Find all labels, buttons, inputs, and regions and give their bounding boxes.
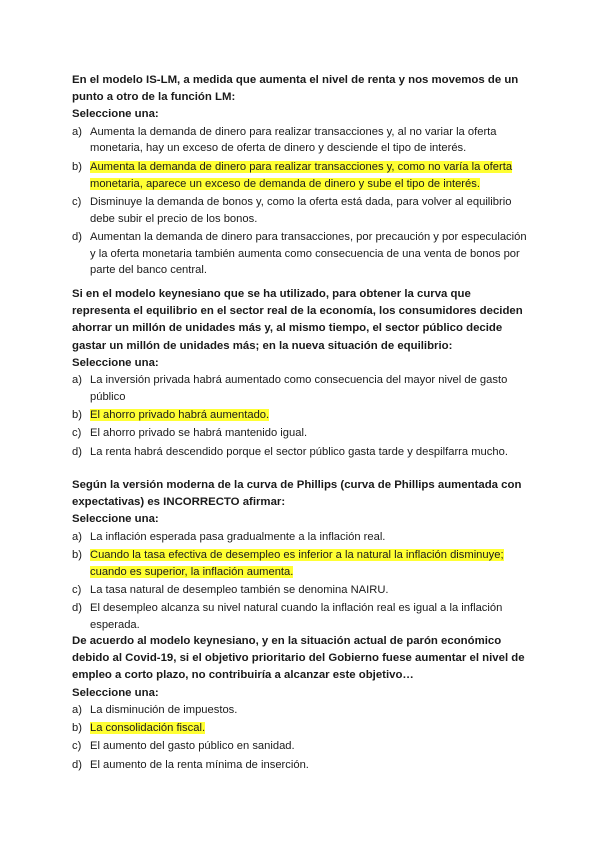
option-list [72,702,532,774]
option-c[interactable] [72,738,532,755]
option-a[interactable] [72,124,532,158]
question-text: En el modelo IS-LM, a medida que aumenta el nivel de renta y nos movemos de un punto a otro de la función LM: [72,74,519,104]
option-c[interactable] [72,194,532,228]
option-a[interactable] [72,702,532,719]
question-prompt: Seleccione una: [72,513,159,526]
option-text-highlighted: La consolidación fiscal. [90,722,206,735]
option-letter: a) [72,530,82,543]
option-letter: c) [72,740,82,753]
option-list [72,529,532,634]
option-a[interactable] [72,372,532,406]
option-text: La renta habrá descendido porque el sector público gasta tarde y despilfarra mucho. [90,445,508,458]
option-b[interactable] [72,547,532,581]
option-text-highlighted: Cuando la tasa efectiva de desempleo es inferior a la natural la inflación disminuye; cuando es superior, la inflación aumenta. [90,548,504,578]
option-letter: b) [72,548,82,561]
option-d[interactable] [72,600,532,634]
option-letter: d) [72,758,82,771]
option-letter: b) [72,722,82,735]
option-d[interactable] [72,444,532,461]
option-text: La tasa natural de desempleo también se denomina NAIRU. [90,584,389,596]
option-list [72,372,532,460]
option-text: Aumenta la demanda de dinero para realizar transacciones y, al no variar la oferta monetaria, hay un exceso de oferta de dinero y desciende el tipo de interés. [90,125,497,155]
option-letter: d) [72,602,82,615]
option-letter: b) [72,409,82,422]
option-text: Disminuye la demanda de bonos y, como la oferta está dada, para volver al equilibrio debe subir el precio de los bonos. [90,195,512,225]
question-1 [72,72,532,281]
question-prompt: Seleccione una: [72,356,159,369]
option-c[interactable] [72,582,532,599]
option-letter: d) [72,445,82,458]
option-text: Aumentan la demanda de dinero para transacciones, por precaución y por especulación y la oferta monetaria también aumenta como consecuencia de una venta de bonos por parte del banco central. [90,230,527,277]
option-letter: b) [72,160,82,173]
question-prompt: Seleccione una: [72,108,159,121]
option-text: El aumento de la renta mínima de inserción. [90,758,309,771]
option-text: La inflación esperada pasa gradualmente a la inflación real. [90,530,386,543]
option-text: El aumento del gasto público en sanidad. [90,740,295,753]
question-4 [72,633,532,775]
option-a[interactable] [72,529,532,546]
option-letter: c) [72,427,82,440]
question-prompt: Seleccione una: [72,686,159,699]
question-text: De acuerdo al modelo keynesiano, y en la situación actual de parón económico debido al Covid-19, si el objetivo prioritario del Gobierno fuese aumentar el nivel de empleo a corto plazo, no contribuiría a alcanzar este objetivo… [72,635,525,682]
option-letter: c) [72,195,82,208]
option-letter: a) [72,703,82,716]
option-d[interactable] [72,229,532,279]
question-text: Si en el modelo keynesiano que se ha utilizado, para obtener la curva que representa el equilibrio en el sector real de la economía, los consumidores deciden ahorrar un millón de unidades más y, al mismo tiempo, el sector público decide gastar un millón de unidades más; en la nueva situación de equilibrio: [72,288,523,352]
option-letter: a) [72,125,82,138]
option-text: La inversión privada habrá aumentado como consecuencia del mayor nivel de gasto público [90,374,508,403]
question-2 [72,286,532,462]
option-text: El ahorro privado se habrá mantenido igual. [90,427,308,440]
option-c[interactable] [72,425,532,442]
option-d[interactable] [72,757,532,774]
question-3 [72,477,532,635]
option-letter: c) [72,584,82,596]
question-text: Según la versión moderna de la curva de Phillips (curva de Phillips aumentada con expectativas) es INCORRECTO afirmar: [72,479,522,509]
option-b[interactable] [72,407,532,424]
option-b[interactable] [72,720,532,737]
option-text-highlighted: Aumenta la demanda de dinero para realizar transacciones y, como no varía la oferta monetaria, aparece un exceso de demanda de dinero y sube el tipo de interés. [90,160,513,190]
option-text: La disminución de impuestos. [90,703,238,716]
option-letter: d) [72,230,82,243]
option-letter: a) [72,374,82,387]
option-list [72,124,532,280]
option-text: El desempleo alcanza su nivel natural cuando la inflación real es igual a la inflación esperada. [90,602,503,632]
option-text-highlighted: El ahorro privado habrá aumentado. [90,409,270,422]
option-b[interactable] [72,159,532,193]
